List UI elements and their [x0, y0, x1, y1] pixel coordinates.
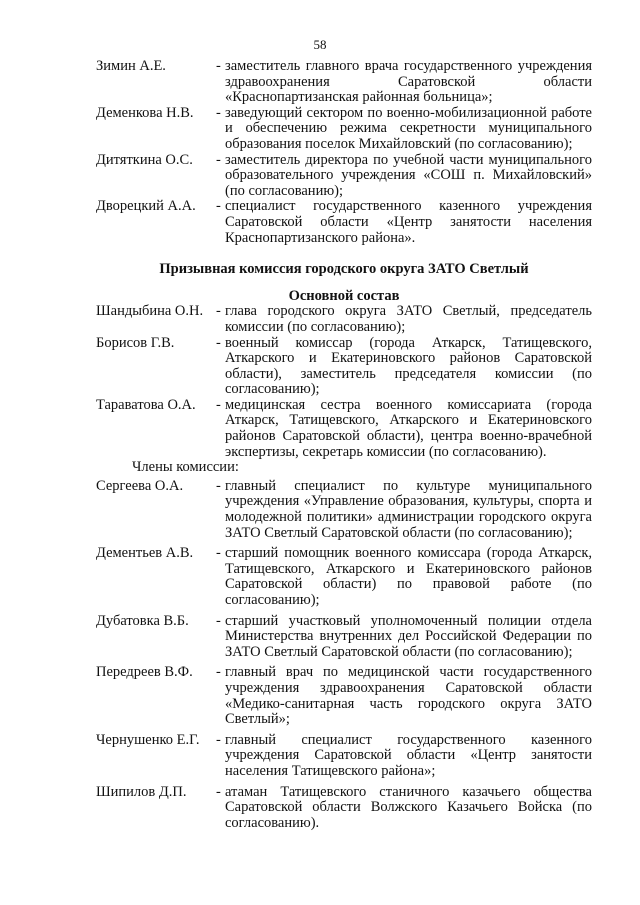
list-item	[96, 665, 592, 727]
person-name: Борисов Г.В.	[96, 334, 175, 351]
person-position: заместитель директора по учебной части муниципального образовательного учреждения «СОШ п. Михайловский» (по согласованию);	[225, 151, 592, 199]
list-item	[96, 785, 592, 832]
dash: -	[216, 303, 221, 320]
list-item	[96, 106, 592, 153]
dash: -	[216, 477, 221, 494]
main-composition-list	[96, 304, 592, 460]
dash: -	[216, 612, 221, 629]
person-name: Передреев В.Ф.	[96, 664, 193, 681]
person-position: главный врач по медицинской части государственного учреждения здравоохранения Саратовской области «Медико-санитарная часть городского округа ЗАТО Светлый»;	[225, 664, 592, 728]
person-position: специалист государственного казенного учреждения Саратовской области «Центр занятости населения Краснопартизанского района».	[225, 198, 592, 246]
person-position: главный специалист государственного казенного учреждения Саратовской области «Центр занятости населения Татищевского района»;	[225, 731, 592, 779]
list-item	[96, 733, 592, 780]
list-item	[96, 59, 592, 106]
dash: -	[216, 731, 221, 748]
list-item	[96, 546, 592, 608]
person-position: старший помощник военного комиссара (города Аткарск, Татищевского, Аткарского и Екатериновского районов Саратовской области) по правовой работе (по согласованию);	[225, 545, 592, 608]
person-name: Зимин А.Е.	[96, 58, 166, 74]
commission-title: Призывная комиссия городского округа ЗАТО Светлый	[159, 261, 529, 278]
list-item	[96, 336, 592, 398]
person-position: атаман Татищевского станичного казачьего общества Саратовской области Волжского Казачьего Войска (по согласованию).	[225, 783, 592, 831]
person-position: старший участковый уполномоченный полиции отдела Министерства внутренних дел Российской Федерации по ЗАТО Светлый Саратовской области (по согласованию);	[225, 612, 592, 660]
dash: -	[216, 783, 221, 800]
main-composition-title: Основной состав	[288, 287, 400, 304]
person-name: Дитяткина О.С.	[96, 151, 193, 168]
list-item	[96, 153, 592, 200]
page-number: 58	[313, 37, 327, 52]
document-content	[96, 59, 592, 831]
dash: -	[216, 334, 221, 351]
person-position: заместитель главного врача государственного учреждения здравоохранения Саратовской области «Краснопартизанская районная больница»;	[225, 58, 592, 106]
person-name: Тараватова О.А.	[96, 396, 196, 413]
person-position: медицинская сестра военного комиссариата (города Аткарск, Татищевского, Аткарского и Екатериновского районов Саратовской области), центра военно-врачебной экспертизы, секретарь комиссии (по согласованию).	[225, 396, 592, 460]
list-item	[96, 479, 592, 541]
person-position: главный специалист по культуре муниципального учреждения «Управление образования, культуры, спорта и молодежной политики» администрации городского округа ЗАТО Светлый Саратовской области (по согласованию);	[225, 477, 592, 541]
person-position: военный комиссар (города Аткарск, Татищевского, Аткарского и Екатериновского районов Саратовской области), заместитель председателя комиссии (по согласованию);	[225, 334, 592, 398]
dash: -	[216, 664, 221, 681]
list-item	[96, 614, 592, 661]
person-name: Деменкова Н.В.	[96, 104, 194, 121]
dash: -	[216, 104, 221, 121]
members-label: Члены комиссии:	[132, 459, 239, 476]
person-name: Чернушенко Е.Г.	[96, 731, 200, 748]
dash: -	[216, 396, 221, 413]
dash: -	[216, 151, 221, 168]
person-position: заведующий сектором по военно-мобилизационной работе и обеспечению режима секретности муниципального образования поселок Михайловский (по согласованию);	[225, 104, 592, 152]
dash: -	[216, 198, 221, 215]
list-item	[96, 199, 592, 246]
person-name: Шипилов Д.П.	[96, 783, 187, 800]
list-item	[96, 398, 592, 460]
members-list	[96, 479, 592, 831]
person-name: Дубатовка В.Б.	[96, 612, 189, 629]
person-name: Шандыбина О.Н.	[96, 303, 204, 320]
entries-before-list	[96, 59, 592, 246]
list-item	[96, 304, 592, 335]
person-name: Дворецкий А.А.	[96, 198, 196, 215]
person-name: Дементьев А.В.	[96, 545, 194, 562]
dash: -	[216, 58, 221, 74]
person-position: глава городского округа ЗАТО Светлый, председатель комиссии (по согласованию);	[225, 303, 592, 335]
person-name: Сергеева О.А.	[96, 477, 184, 494]
dash: -	[216, 545, 221, 562]
